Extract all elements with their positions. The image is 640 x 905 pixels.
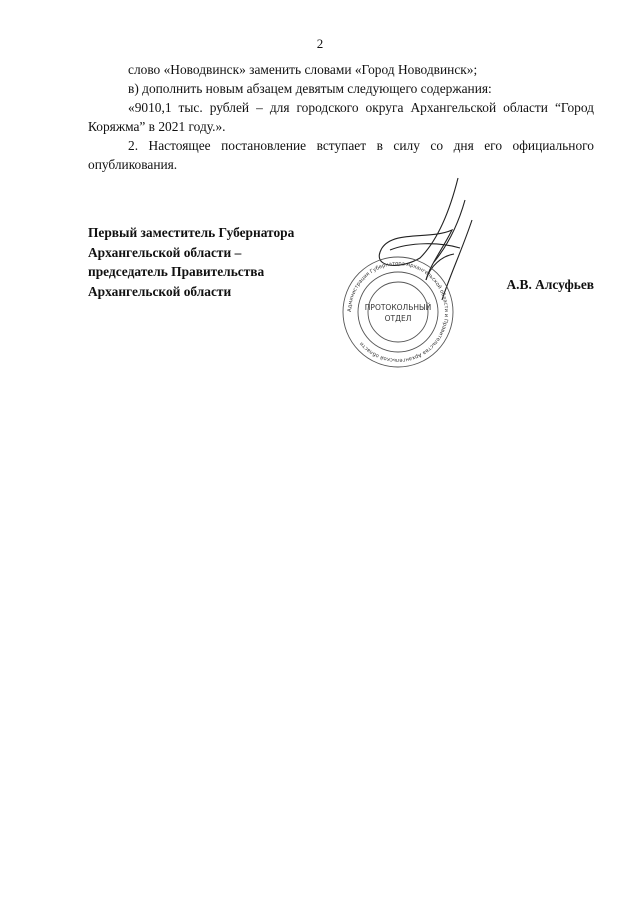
signer-name: А.В. Алсуфьев (506, 277, 594, 292)
signature-position (88, 223, 294, 301)
page-number: 2 (316, 36, 324, 51)
stamp-center-line2: ОТДЕЛ (384, 314, 412, 323)
paragraph: «9010,1 тыс. рублей – для городского округа Архангельской области “Город Коряжма” в 2021 году.». (88, 100, 594, 134)
handwritten-signature (379, 178, 472, 300)
paragraph: слово «Новодвинск» заменить словами «Город Новодвинск»; (128, 62, 478, 77)
paragraph: 2. Настоящее постановление вступает в силу со дня его официального опубликования. (88, 138, 594, 172)
stamp-center-line1: ПРОТОКОЛЬНЫЙ (364, 303, 432, 312)
stamp (343, 257, 453, 367)
stamp-and-signature (330, 170, 490, 370)
position-line: Архангельской области – (88, 244, 242, 260)
position-line: Архангельской области (88, 283, 232, 299)
position-line: председатель Правительства (88, 264, 265, 279)
paragraph: в) дополнить новым абзацем девятым следующего содержания: (128, 81, 492, 96)
document-body (88, 60, 594, 174)
stamp-ring-text: Администрация Губернатора Архангельской области и Правительства Архангельской области (346, 260, 450, 364)
position-line: Первый заместитель Губернатора (88, 225, 295, 240)
